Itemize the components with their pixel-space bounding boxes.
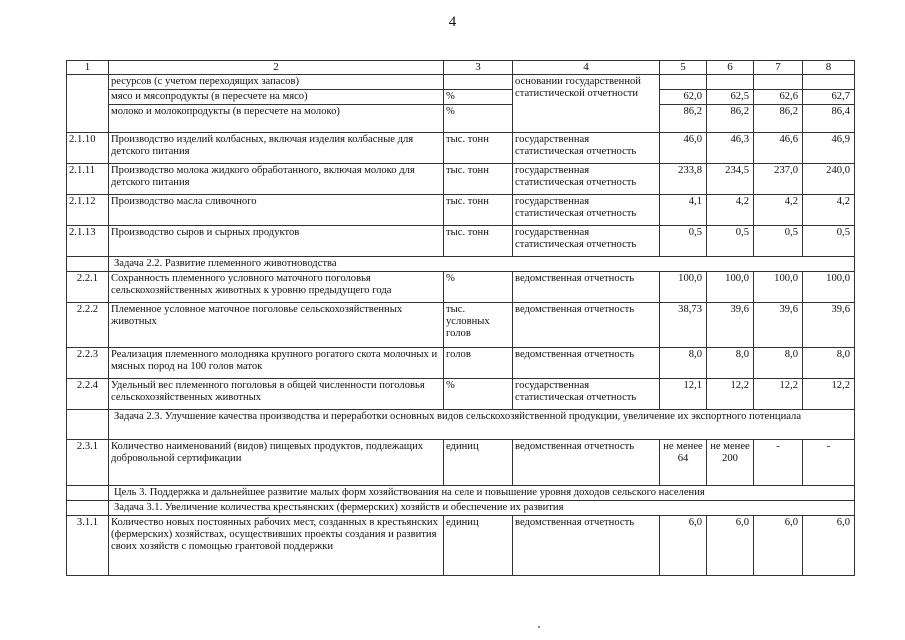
table-row: [67, 516, 855, 576]
unit-cell: тыс. тонн: [444, 164, 513, 195]
header-cell: 5: [660, 61, 707, 75]
code-cell: 2.1.13: [67, 226, 109, 257]
value-cell: 39,6: [803, 303, 855, 348]
value-cell: [660, 75, 707, 90]
value-cell: 100,0: [660, 272, 707, 303]
value-cell: 4,2: [803, 195, 855, 226]
code-cell: 2.1.11: [67, 164, 109, 195]
value-cell: 39,6: [707, 303, 754, 348]
value-cell: 8,0: [803, 348, 855, 379]
source-cell: ведомственная отчетность: [513, 272, 660, 303]
code-cell: [67, 486, 109, 501]
source-cell: ведомственная отчетность: [513, 303, 660, 348]
code-cell: 2.2.2: [67, 303, 109, 348]
value-cell: 8,0: [660, 348, 707, 379]
value-cell: 46,9: [803, 133, 855, 164]
goal-row: [67, 486, 855, 501]
name-cell: Количество новых постоянных рабочих мест, созданных в крестьянских (фермерских) хозяйствах, осуществивших проекты создания и развития своих хозяйств с помощью грантовой поддержки: [109, 516, 444, 576]
value-cell: 0,5: [660, 226, 707, 257]
value-cell: 4,2: [707, 195, 754, 226]
unit-cell: %: [444, 90, 513, 105]
header-cell: 1: [67, 61, 109, 75]
scan-speck: [538, 626, 540, 628]
value-cell: 0,5: [803, 226, 855, 257]
header-row: [67, 61, 855, 75]
value-cell: 62,6: [754, 90, 803, 105]
name-cell: Производство масла сливочного: [109, 195, 444, 226]
task-row: [67, 501, 855, 516]
value-cell: 6,0: [707, 516, 754, 576]
code-cell: 2.2.4: [67, 379, 109, 410]
task-heading: Задача 3.1. Увеличение количества крестьянских (фермерских) хозяйств и обеспечение их развития: [109, 501, 855, 516]
value-cell: 86,2: [660, 105, 707, 133]
source-cell: ведомственная отчетность: [513, 516, 660, 576]
table-row-resources-1: [67, 75, 855, 90]
code-cell: 3.1.1: [67, 516, 109, 576]
code-cell: 2.1.12: [67, 195, 109, 226]
source-cell: ведомственная отчетность: [513, 348, 660, 379]
value-cell: 100,0: [803, 272, 855, 303]
value-cell: 46,0: [660, 133, 707, 164]
unit-cell: %: [444, 379, 513, 410]
name-cell: Производство молока жидкого обработанного, включая молоко для детского питания: [109, 164, 444, 195]
table-row: [67, 348, 855, 379]
unit-cell: тыс. тонн: [444, 226, 513, 257]
value-cell: не менее 200: [707, 440, 754, 486]
value-cell: -: [754, 440, 803, 486]
value-cell: [754, 75, 803, 90]
name-cell: молоко и молокопродукты (в пересчете на молоко): [109, 105, 444, 133]
value-cell: 86,2: [754, 105, 803, 133]
goal-heading: Цель 3. Поддержка и дальнейшее развитие малых форм хозяйствования на селе и повышение уровня доходов сельского населения: [109, 486, 855, 501]
value-cell: 237,0: [754, 164, 803, 195]
task-row: [67, 410, 855, 440]
value-cell: 8,0: [707, 348, 754, 379]
source-cell: государственная статистическая отчетность: [513, 164, 660, 195]
value-cell: 233,8: [660, 164, 707, 195]
code-cell: [67, 257, 109, 272]
unit-cell: тыс. тонн: [444, 195, 513, 226]
source-cell: государственная статистическая отчетность: [513, 133, 660, 164]
value-cell: 39,6: [754, 303, 803, 348]
header-cell: 4: [513, 61, 660, 75]
value-cell: не менее 64: [660, 440, 707, 486]
table-row: [67, 133, 855, 164]
value-cell: 62,0: [660, 90, 707, 105]
value-cell: 6,0: [754, 516, 803, 576]
unit-cell: тыс. тонн: [444, 133, 513, 164]
unit-cell: %: [444, 272, 513, 303]
header-cell: 7: [754, 61, 803, 75]
value-cell: [707, 75, 754, 90]
value-cell: 6,0: [660, 516, 707, 576]
code-cell: [67, 75, 109, 133]
code-cell: 2.2.3: [67, 348, 109, 379]
value-cell: 62,5: [707, 90, 754, 105]
table-row-resources-2: [67, 90, 855, 105]
unit-cell: %: [444, 105, 513, 133]
value-cell: 6,0: [803, 516, 855, 576]
value-cell: 234,5: [707, 164, 754, 195]
name-cell: Производство изделий колбасных, включая изделия колбасные для детского питания: [109, 133, 444, 164]
unit-cell: голов: [444, 348, 513, 379]
value-cell: 62,7: [803, 90, 855, 105]
value-cell: -: [803, 440, 855, 486]
code-cell: [67, 501, 109, 516]
name-cell: ресурсов (с учетом переходящих запасов): [109, 75, 444, 90]
unit-cell: единиц: [444, 516, 513, 576]
value-cell: 12,2: [754, 379, 803, 410]
unit-cell: единиц: [444, 440, 513, 486]
name-cell: мясо и мясопродукты (в пересчете на мясо): [109, 90, 444, 105]
name-cell: Реализация племенного молодняка крупного рогатого скота молочных и мясных пород на 100 голов маток: [109, 348, 444, 379]
task-heading: Задача 2.3. Улучшение качества производства и переработки основных видов сельскохозяйственной продукции, увеличение их экспортного потенциала: [109, 410, 855, 440]
value-cell: 100,0: [707, 272, 754, 303]
value-cell: 12,2: [803, 379, 855, 410]
code-cell: 2.2.1: [67, 272, 109, 303]
value-cell: 4,1: [660, 195, 707, 226]
task-row: [67, 257, 855, 272]
value-cell: 8,0: [754, 348, 803, 379]
name-cell: Племенное условное маточное поголовье сельскохозяйственных животных: [109, 303, 444, 348]
indicators-table: [66, 60, 855, 576]
table-row-resources-3: [67, 105, 855, 133]
value-cell: 0,5: [707, 226, 754, 257]
source-cell: ведомственная отчетность: [513, 440, 660, 486]
source-cell: основании государственной статистической отчетности: [513, 75, 660, 133]
table-row: [67, 195, 855, 226]
task-heading: Задача 2.2. Развитие племенного животноводства: [109, 257, 855, 272]
source-cell: государственная статистическая отчетность: [513, 379, 660, 410]
code-cell: 2.1.10: [67, 133, 109, 164]
table-row: [67, 379, 855, 410]
value-cell: 0,5: [754, 226, 803, 257]
source-cell: государственная статистическая отчетность: [513, 226, 660, 257]
unit-cell: тыс. условных голов: [444, 303, 513, 348]
table-row: [67, 164, 855, 195]
value-cell: 86,2: [707, 105, 754, 133]
value-cell: 46,3: [707, 133, 754, 164]
header-cell: 2: [109, 61, 444, 75]
value-cell: 38,73: [660, 303, 707, 348]
source-cell: государственная статистическая отчетность: [513, 195, 660, 226]
table-row: [67, 226, 855, 257]
code-cell: 2.3.1: [67, 440, 109, 486]
name-cell: Производство сыров и сырных продуктов: [109, 226, 444, 257]
table-row: [67, 440, 855, 486]
value-cell: 100,0: [754, 272, 803, 303]
header-cell: 8: [803, 61, 855, 75]
header-cell: 6: [707, 61, 754, 75]
code-cell: [67, 410, 109, 440]
name-cell: Сохранность племенного условного маточного поголовья сельскохозяйственных животных к уровню предыдущего года: [109, 272, 444, 303]
table-row: [67, 303, 855, 348]
value-cell: [803, 75, 855, 90]
value-cell: 12,1: [660, 379, 707, 410]
table-row: [67, 272, 855, 303]
value-cell: 12,2: [707, 379, 754, 410]
value-cell: 86,4: [803, 105, 855, 133]
value-cell: 4,2: [754, 195, 803, 226]
value-cell: 46,6: [754, 133, 803, 164]
page-number: 4: [448, 14, 457, 30]
name-cell: Количество наименований (видов) пищевых продуктов, подлежащих добровольной сертификации: [109, 440, 444, 486]
name-cell: Удельный вес племенного поголовья в общей численности поголовья сельскохозяйственных животных: [109, 379, 444, 410]
unit-cell: [444, 75, 513, 90]
header-cell: 3: [444, 61, 513, 75]
value-cell: 240,0: [803, 164, 855, 195]
